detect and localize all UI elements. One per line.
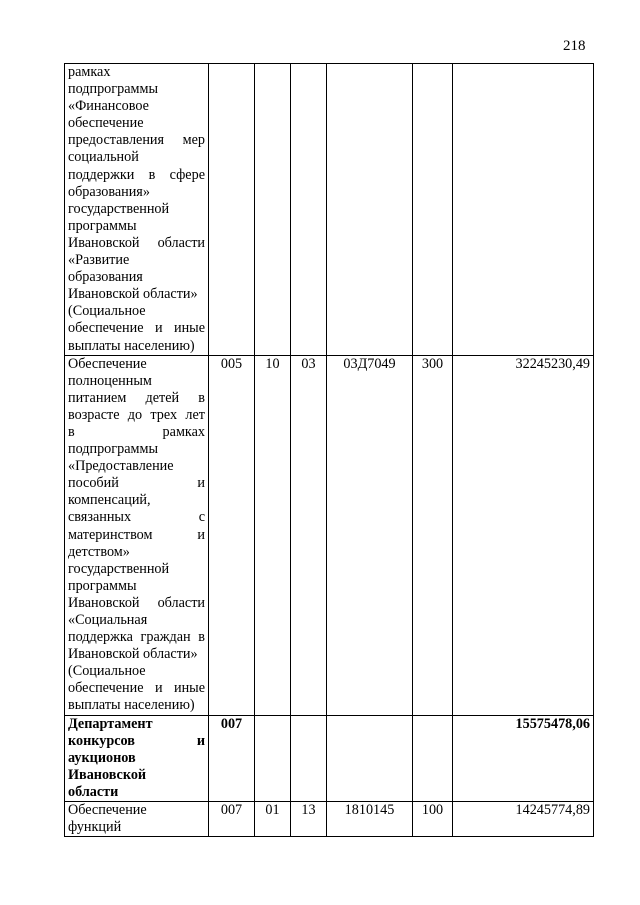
description-line: Ивановской bbox=[68, 766, 147, 783]
description-line: функций bbox=[68, 819, 122, 836]
table-row bbox=[65, 64, 594, 356]
description-line: социальной bbox=[68, 149, 139, 166]
expense-type-code bbox=[413, 715, 453, 801]
section-code: 10 bbox=[255, 355, 291, 715]
description-line: в рамках bbox=[68, 423, 205, 440]
target-article-code bbox=[327, 715, 413, 801]
description-line: пособий и bbox=[68, 475, 205, 492]
table-row bbox=[65, 355, 594, 715]
amount: 32245230,49 bbox=[453, 355, 594, 715]
description-line: Обеспечение bbox=[68, 802, 147, 819]
description-line: компенсаций, bbox=[68, 492, 151, 509]
description-line: подпрограммы bbox=[68, 81, 158, 98]
description-line: (Социальное bbox=[68, 303, 146, 320]
subsection-code: 03 bbox=[291, 355, 327, 715]
table-row bbox=[65, 802, 594, 837]
section-code bbox=[255, 715, 291, 801]
row-description bbox=[65, 64, 209, 356]
description-line: полноценным bbox=[68, 372, 152, 389]
target-article-code: 03Д7049 bbox=[327, 355, 413, 715]
description-line: «Финансовое bbox=[68, 98, 149, 115]
page-number: 218 bbox=[563, 38, 586, 54]
description-line: аукционов bbox=[68, 749, 136, 766]
description-line: конкурсов и bbox=[68, 732, 205, 749]
expense-type-code: 300 bbox=[413, 355, 453, 715]
description-line: детством» bbox=[68, 543, 130, 560]
description-line: возрасте до трех лет bbox=[68, 406, 205, 423]
ved-code bbox=[209, 64, 255, 356]
description-line: государственной bbox=[68, 560, 170, 577]
subsection-code bbox=[291, 64, 327, 356]
description-line: Обеспечение bbox=[68, 355, 147, 372]
expense-type-code bbox=[413, 64, 453, 356]
description-line: программы bbox=[68, 577, 137, 594]
target-article-code bbox=[327, 64, 413, 356]
description-line: образования» bbox=[68, 183, 150, 200]
section-code: 01 bbox=[255, 802, 291, 837]
subsection-code bbox=[291, 715, 327, 801]
description-line: области bbox=[68, 783, 119, 800]
description-line: подпрограммы bbox=[68, 441, 158, 458]
description-line: рамках bbox=[68, 64, 111, 80]
description-line: выплаты населению) bbox=[68, 337, 195, 354]
description-line: Ивановской области bbox=[68, 594, 205, 611]
budget-table bbox=[64, 63, 594, 837]
row-description bbox=[65, 355, 209, 715]
description-line: выплаты населению) bbox=[68, 697, 195, 714]
ved-code: 007 bbox=[209, 802, 255, 837]
description-line: «Социальная bbox=[68, 612, 148, 628]
description-line: материнством и bbox=[68, 526, 205, 543]
row-description bbox=[65, 715, 209, 801]
description-line: «Предоставление bbox=[68, 458, 174, 475]
description-line: предоставления мер bbox=[68, 132, 205, 149]
description-line: (Социальное bbox=[68, 663, 146, 680]
ved-code: 007 bbox=[209, 715, 255, 801]
description-line: поддержка граждан в bbox=[68, 629, 205, 646]
description-line: Ивановской области» bbox=[68, 286, 198, 303]
description-line: питанием детей в bbox=[68, 389, 205, 406]
description-line: «Развитие bbox=[68, 252, 130, 269]
description-line: Ивановской области bbox=[68, 234, 205, 251]
description-line: обеспечение и иные bbox=[68, 680, 205, 697]
description-line: Департамент bbox=[68, 715, 153, 732]
description-line: образования bbox=[68, 269, 143, 286]
description-line: программы bbox=[68, 217, 137, 234]
expense-type-code: 100 bbox=[413, 802, 453, 837]
description-line: поддержки в сфере bbox=[68, 166, 205, 183]
description-line: Ивановской области» bbox=[68, 646, 198, 663]
amount bbox=[453, 64, 594, 356]
description-line: обеспечение и иные bbox=[68, 320, 205, 337]
amount: 15575478,06 bbox=[453, 715, 594, 801]
table-row bbox=[65, 715, 594, 801]
description-line: обеспечение bbox=[68, 115, 144, 132]
amount: 14245774,89 bbox=[453, 802, 594, 837]
target-article-code: 1810145 bbox=[327, 802, 413, 837]
description-line: связанных с bbox=[68, 509, 205, 526]
ved-code: 005 bbox=[209, 355, 255, 715]
row-description bbox=[65, 802, 209, 837]
subsection-code: 13 bbox=[291, 802, 327, 837]
section-code bbox=[255, 64, 291, 356]
description-line: государственной bbox=[68, 200, 170, 217]
table-body bbox=[65, 64, 594, 837]
